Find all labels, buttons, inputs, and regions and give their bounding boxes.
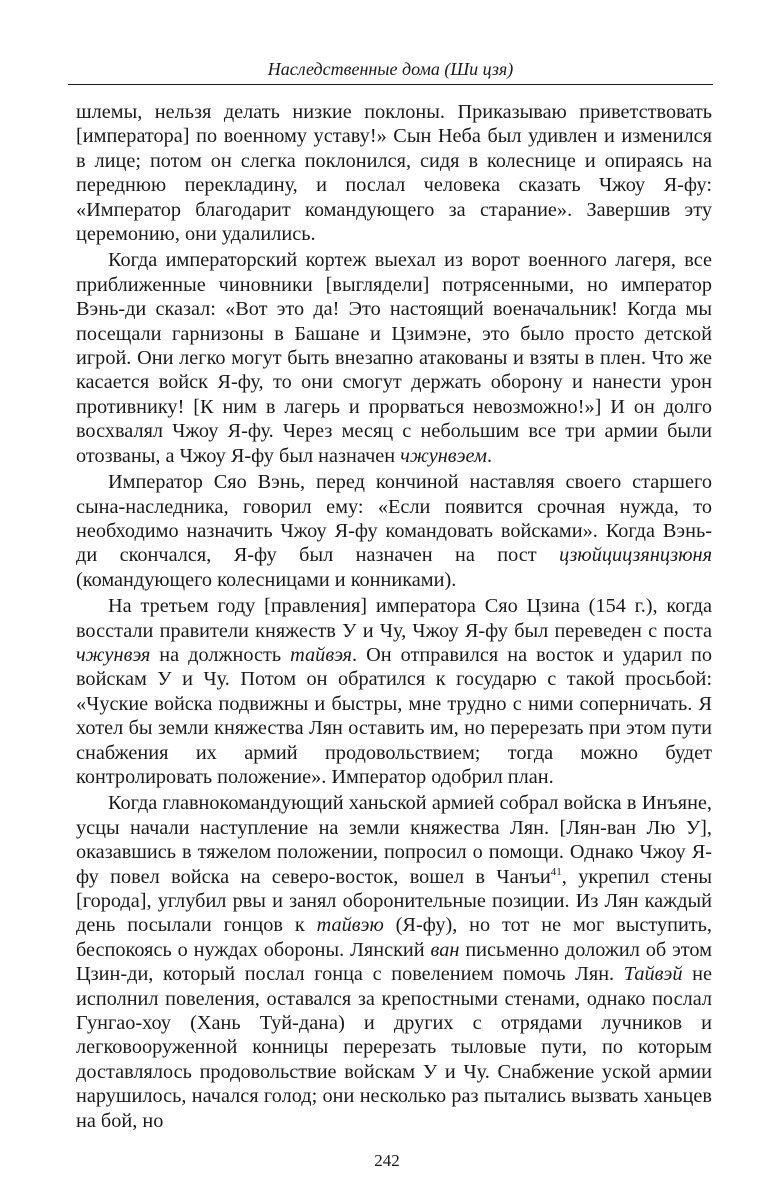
italic-term: ван	[430, 938, 460, 961]
body-text	[76, 100, 712, 1135]
text-run: , укрепил стены [города], углубил рвы и занял оборонительные позиции. Из Лян каждый день посылали гонцов к	[76, 865, 712, 937]
text-run: (командующего колесницами и конниками).	[76, 568, 457, 591]
italic-term: Тайвэй	[623, 963, 683, 986]
text-run: .	[487, 444, 493, 467]
paragraph	[76, 248, 712, 468]
italic-term: тайвэю	[316, 914, 384, 937]
italic-term: тайвэя	[290, 643, 352, 666]
text-run: На третьем году [правления] императора Сяо Цзина (154 г.), когда восстали правители княжеств У и Чу, Чжоу Я-фу был переведен с поста	[76, 595, 712, 642]
text-run: шлемы, нельзя делать низкие поклоны. Приказываю приветствовать [императора] по военному уставу!» Сын Неба был удивлен и изменился в лице; потом он слегка поклонился, сидя в колеснице и опираясь на переднюю перекладину, и послал человека сказать Чжоу Я-фу: «Император благодарит командующего за старание». Завершив эту церемонию, они удалились.	[76, 101, 712, 246]
footnote-marker: 41	[550, 865, 562, 878]
paragraph	[76, 470, 712, 592]
paragraph	[76, 791, 712, 1133]
text-run: письменно доложил об этом Цзин-ди, который послал гонца с повелением помочь Лян.	[76, 938, 712, 986]
text-run: Император Сяо Вэнь, перед кончиной наставляя своего старшего сына-наследника, говорил ему: «Если появится срочная нужда, то необходимо назначить Чжоу Я-фу командовать войсками». Когда Вэнь-ди скончался, Я-фу был назначен на пост	[76, 471, 712, 567]
header-divider	[68, 84, 713, 85]
paragraph	[76, 100, 712, 246]
text-run: Когда главнокомандующий ханьской армией собрал войска в Инъяне, усцы начали наступление на земли княжества Лян. [Лян-ван Лю У], оказавшись в тяжелом положении, попросил о помощи. Однако Чжоу Я-фу повел войска на северо-восток, вошел в Чанъи	[76, 792, 712, 888]
page-number: 242	[374, 1151, 400, 1170]
text-run: . Он отправился на восток и ударил по войскам У и Чу. Потом он обратился к государю с такой просьбой: «Чуские войска подвижны и быстры, мне трудно с ними соперничать. Я хотел бы земли княжества Лян оставить им, но перерезать при этом пути снабжения их армий продовольствием; тогда можно будет контролировать положение». Император одобрил план.	[76, 643, 712, 788]
italic-term: чжунвэя	[76, 643, 151, 666]
italic-term: цзюйцицзянцзюня	[559, 544, 712, 567]
text-run: на должность	[150, 643, 291, 666]
text-run: не исполнил повеления, оставался за крепостными стенами, однако послал Гунгао-хоу (Хань Туй-дана) и других с отрядами лучников и легковооруженной конницы перерезать тыловые пути, по которым доставлялось продовольствие войскам У и Чу. Снабжение уской армии нарушилось, начался голод; они несколько раз пытались вызвать ханьцев на бой, но	[76, 963, 712, 1132]
paragraph	[76, 594, 712, 789]
italic-term: чжунвэем	[400, 444, 487, 467]
running-header: Наследственные дома (Ши цзя)	[267, 59, 514, 79]
text-run: Когда императорский кортеж выехал из ворот военного лагеря, все приближенные чиновники [выглядели] потрясенными, но император Вэнь-ди сказал: «Вот это да! Это настоящий военачальник! Когда мы посещали гарнизоны в Башане и Цзимэне, это было просто детской игрой. Они легко могут быть внезапно атакованы и взяты в плен. Что же касается войск Я-фу, то они смогут держать оборону и нанести урон противнику! [К ним в лагерь и прорваться невозможно!»] И он долго восхвалял Чжоу Я-фу. Через месяц с небольшим все три армии были отозваны, а Чжоу Я-фу был назначен	[76, 249, 712, 467]
text-run: (Я-фу), но тот не мог выступить, беспокоясь о нуждах обороны. Лянский	[76, 914, 712, 961]
